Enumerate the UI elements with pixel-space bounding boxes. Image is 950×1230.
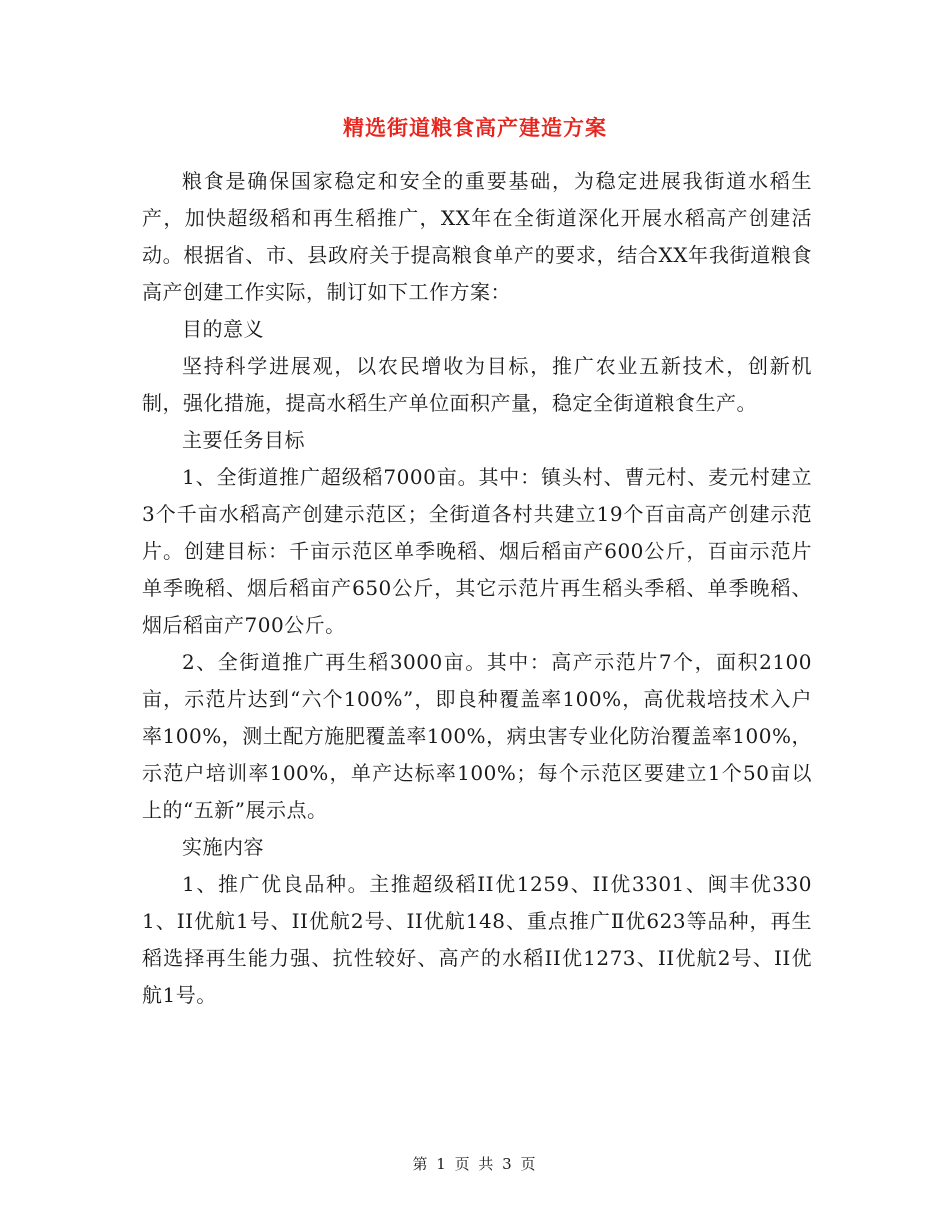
document-title: 精选街道粮食高产建造方案 bbox=[343, 115, 607, 140]
paragraph-target-1: 1、全街道推广超级稻7000亩。其中：镇头村、曹元村、麦元村建立3个千亩水稻高产创建示范区；全街道各村共建立19个百亩高产创建示范片。创建目标：千亩示范区单季晚稻、烟后稻亩产600公斤，百亩示范片单季晚稻、烟后稻亩产650公斤，其它示范片再生稻头季稻、单季晚稻、烟后稻亩产700公斤。 bbox=[142, 465, 812, 637]
section-heading-main-targets: 主要任务目标 bbox=[182, 428, 305, 452]
section-heading-purpose: 目的意义 bbox=[182, 317, 264, 341]
paragraph-intro: 粮食是确保国家稳定和安全的重要基础，为稳定进展我街道水稻生产，加快超级稻和再生稻推广，XX年在全街道深化开展水稻高产创建活动。根据省、市、县政府关于提高粮食单产的要求，结合XX年我街道粮食高产创建工作实际，制订如下工作方案： bbox=[142, 169, 812, 304]
document-body bbox=[142, 163, 812, 1014]
paragraph-purpose: 坚持科学进展观，以农民增收为目标，推广农业五新技术，创新机制，强化措施，提高水稻生产单位面积产量，稳定全街道粮食生产。 bbox=[142, 354, 812, 415]
page-number-footer: 第 1 页 共 3 页 bbox=[412, 1155, 538, 1173]
paragraph-implementation-1: 1、推广优良品种。主推超级稻II优1259、II优3301、闽丰优3301、II优航1号、II优航2号、II优航148、重点推广Ⅱ优623等品种，再生稻选择再生能力强、抗性较好、高产的水稻II优1273、II优航2号、II优航1号。 bbox=[142, 872, 812, 1007]
section-heading-implementation: 实施内容 bbox=[182, 835, 264, 859]
paragraph-target-2: 2、全街道推广再生稻3000亩。其中：高产示范片7个，面积2100亩，示范片达到“六个100%”，即良种覆盖率100%，高优栽培技术入户率100%，测土配方施肥覆盖率100%，病虫害专业化防治覆盖率100%，示范户培训率100%，单产达标率100%；每个示范区要建立1个50亩以上的“五新”展示点。 bbox=[142, 650, 812, 822]
